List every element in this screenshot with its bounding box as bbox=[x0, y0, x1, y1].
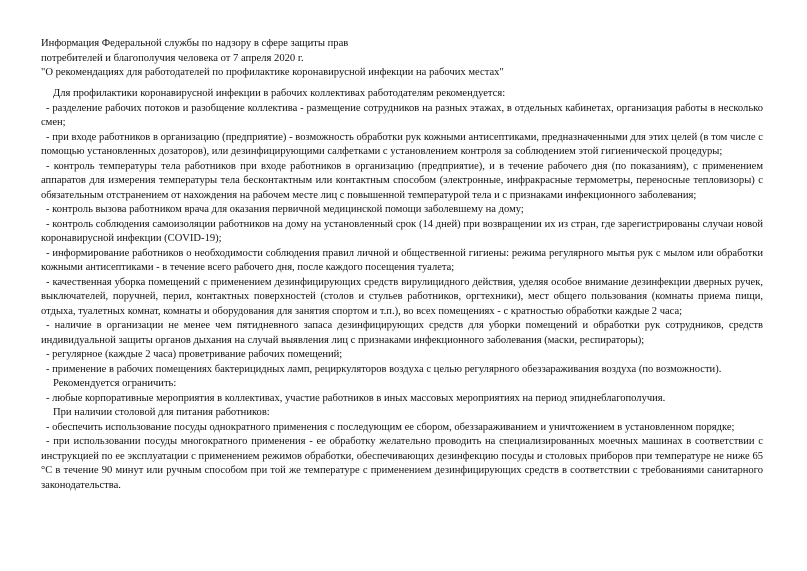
list-item-7: - качественная уборка помещений с применением дезинфицирующих средств вирулицидного действия, уделяя особое внимание дезинфекции дверных ручек, выключателей, поручней, перил, контактных поверхностей (столов и стульев работников, оргтехники), мест общего пользования (комнаты приема пищи, отдыха, туалетных комнат, комнаты и оборудования для занятия спортом и т.п.), во всех помещениях - с кратностью обработки каждые 2 часа; bbox=[41, 276, 763, 317]
header-line-3: "О рекомендациях для работодателей по профилактике коронавирусной инфекции на рабочих местах" bbox=[41, 67, 504, 79]
canteen-item-2: - при использовании посуды многократного применения - ее обработку желательно проводить на специализированных моечных машинах в соответствии с инструкцией по ее эксплуатации с применением режимов обработки, обеспечивающих дезинфекцию посуды и столовых приборов при температуре не ниже 65 °С в течение 90 минут или ручным способом при той же температуре с применением дезинфицирующих средств в соответствии с требованиями санитарного законодательства. bbox=[41, 436, 763, 491]
header-line-1: Информация Федеральной службы по надзору в сфере защиты прав bbox=[41, 38, 349, 49]
canteen-heading: При наличии столовой для питания работников: bbox=[53, 407, 270, 418]
list-item-2: - при входе работников в организацию (предприятие) - возможность обработки рук кожными антисептиками, предназначенными для этих целей (в том числе с помощью установленных дозаторов), или дезинфицирующими салфетками с установлением контроля за соблюдением этой гигиенической процедуры; bbox=[41, 131, 763, 157]
header-line-2: потребителей и благополучия человека от 7 апреля 2020 г. bbox=[41, 52, 304, 64]
list-item-8: - наличие в организации не менее чем пятидневного запаса дезинфицирующих средств для уборки помещений и обработки рук сотрудников, средств индивидуальной защиты органов дыхания на случай выявления лиц с признаками инфекционного заболевания (маски, респираторы); bbox=[41, 320, 763, 346]
intro-paragraph: Для профилактики коронавирусной инфекции в рабочих коллективах работодателям рекомендуется: bbox=[53, 88, 506, 99]
canteen-item-1: - обеспечить использование посуды однократного применения с последующим ее сбором, обеззараживанием и уничтожением в установленном порядке; bbox=[46, 421, 735, 433]
list-item-10: - применение в рабочих помещениях бактерицидных ламп, рециркуляторов воздуха с целью регулярного обеззараживания воздуха (по возможности). bbox=[46, 363, 722, 375]
document-header bbox=[41, 37, 781, 81]
list-item-5: - контроль соблюдения самоизоляции работников на дому на установленный срок (14 дней) при возвращении их из стран, где зарегистрированы случаи новой коронавирусной инфекции (COVID-19); bbox=[41, 218, 763, 244]
list-item-6: - информирование работников о необходимости соблюдения правил личной и общественной гигиены: режима регулярного мытья рук с мылом или обработки кожными антисептиками - в течение всего рабочего дня, после каждого посещения туалета; bbox=[41, 247, 763, 273]
list-item-1: - разделение рабочих потоков и разобщение коллектива - размещение сотрудников на разных этажах, в отдельных кабинетах, организация работы в несколько смен; bbox=[41, 102, 763, 128]
restrict-heading: Рекомендуется ограничить: bbox=[53, 378, 177, 389]
list-item-3: - контроль температуры тела работников при входе работников в организацию (предприятие), и в течение рабочего дня (по показаниям), с применением аппаратов для измерения температуры тела бесконтактным или контактным способом (электронные, инфракрасные термометры, переносные тепловизоры) с обязательным отстранением от нахождения на рабочем месте лиц с повышенной температурой тела и с признаками инфекционного заболевания; bbox=[41, 160, 763, 201]
list-item-4: - контроль вызова работником врача для оказания первичной медицинской помощи заболевшему на дому; bbox=[46, 204, 524, 215]
restrict-item: - любые корпоративные мероприятия в коллективах, участие работников в иных массовых мероприятиях на период эпиднеблагополучия. bbox=[46, 392, 666, 404]
document-body bbox=[41, 87, 763, 493]
list-item-9: - регулярное (каждые 2 часа) проветривание рабочих помещений; bbox=[46, 349, 343, 360]
